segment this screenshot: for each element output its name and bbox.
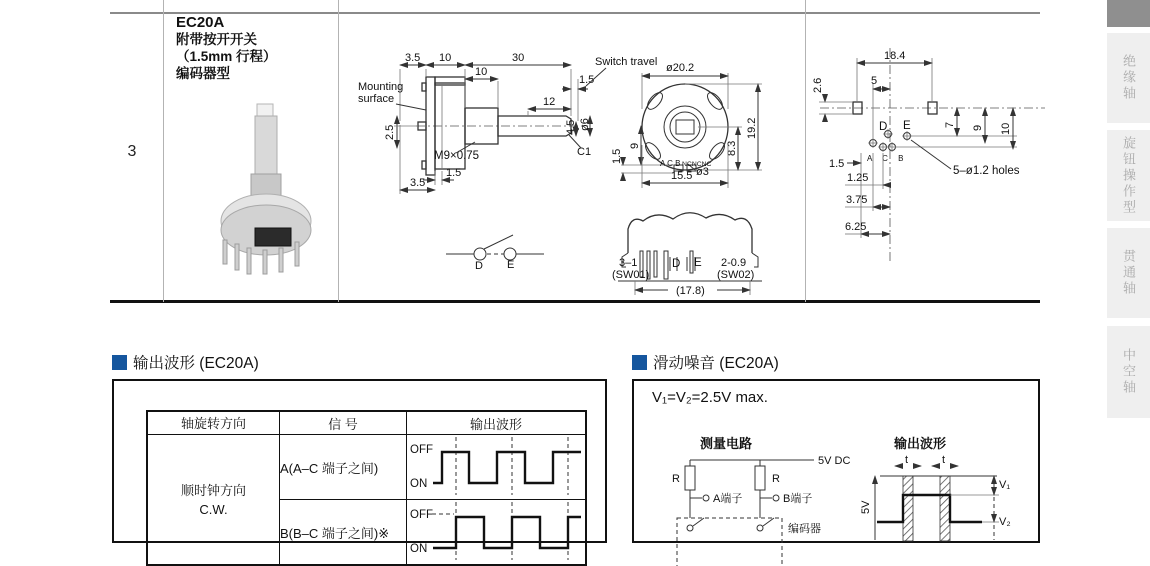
svg-text:ø3: ø3: [696, 166, 709, 178]
svg-text:R: R: [672, 473, 680, 485]
svg-text:E: E: [903, 120, 911, 132]
front-view: [611, 62, 762, 188]
svg-text:30: 30: [512, 52, 525, 64]
svg-text:ON: ON: [410, 543, 428, 555]
svg-text:D: D: [475, 260, 483, 272]
noise-waveform: [847, 436, 1037, 541]
bottom-view: [612, 213, 762, 297]
blue-square-icon: [112, 355, 127, 370]
product-photo: [205, 88, 325, 283]
pcb-layout-drawing: [805, 13, 1050, 289]
sidebar-tab-label: 贯通轴: [1121, 249, 1136, 297]
waveform-b-plot: [407, 500, 583, 561]
product-description: [176, 14, 277, 82]
svg-text:D: D: [672, 258, 681, 270]
direction-cw-en: C.W.: [199, 501, 228, 517]
svg-text:OFF: OFF: [410, 444, 433, 456]
svg-text:6.25: 6.25: [845, 221, 867, 233]
waveform-table: [146, 410, 587, 566]
svg-text:V₁: V₁: [999, 479, 1011, 491]
svg-text:10: 10: [475, 66, 488, 78]
svg-text:V₂: V₂: [999, 516, 1011, 528]
product-feature: 附带按开开关: [176, 32, 257, 47]
sliding-noise-box: [632, 379, 1040, 543]
svg-text:A C B: A C B: [867, 154, 908, 163]
table-row: [147, 435, 586, 500]
svg-text:18.4: 18.4: [884, 50, 906, 62]
svg-text:2.6: 2.6: [812, 77, 824, 93]
direction-cell: [147, 435, 280, 566]
svg-text:15.5: 15.5: [671, 170, 693, 182]
svg-text:(SW01): (SW01): [612, 269, 650, 281]
svg-text:ø6: ø6: [579, 118, 591, 131]
svg-text:输出波形: 输出波形: [894, 436, 947, 451]
svg-text:9: 9: [629, 142, 641, 149]
sidebar-tab-hollow-shaft[interactable]: [1107, 326, 1150, 418]
svg-text:1.5: 1.5: [829, 158, 845, 170]
svg-text:NCNCNC: NCNCNC: [682, 161, 712, 168]
svg-text:测量电路: 测量电路: [700, 436, 753, 451]
svg-text:OFF: OFF: [410, 509, 433, 521]
svg-text:(SW02): (SW02): [717, 269, 755, 281]
col-header-signal: 信 号: [280, 411, 407, 435]
svg-text:Mounting: Mounting: [358, 81, 404, 93]
sliding-noise-heading: [632, 351, 779, 373]
encoder-illustration: [221, 104, 311, 274]
svg-text:5: 5: [871, 75, 878, 87]
measurement-circuit: [652, 436, 852, 541]
svg-text:1.5: 1.5: [446, 167, 462, 179]
svg-text:surface: surface: [358, 93, 395, 105]
waveform-a-cell: [407, 435, 587, 500]
svg-text:编码器: 编码器: [788, 523, 821, 535]
svg-text:A端子: A端子: [713, 493, 743, 505]
svg-text:A C B: A C B: [660, 159, 681, 168]
section-title: 输出波形 (EC20A): [133, 355, 259, 372]
svg-text:2.5: 2.5: [384, 124, 396, 140]
svg-text:7: 7: [944, 121, 956, 128]
svg-text:E: E: [694, 257, 702, 269]
side-view: [358, 52, 657, 194]
svg-text:E: E: [507, 259, 515, 271]
svg-text:19.2: 19.2: [746, 117, 758, 139]
svg-text:t: t: [905, 454, 909, 466]
svg-text:10: 10: [1000, 122, 1012, 135]
svg-text:t: t: [942, 454, 946, 466]
svg-text:5–ø1.2 holes: 5–ø1.2 holes: [953, 165, 1020, 177]
svg-text:5V DC: 5V DC: [818, 455, 851, 467]
svg-text:4.5: 4.5: [565, 119, 577, 135]
svg-text:12: 12: [543, 96, 556, 108]
svg-text:9: 9: [972, 124, 984, 131]
product-type: 编码器型: [176, 66, 230, 81]
product-travel: （1.5mm 行程）: [176, 49, 277, 64]
signal-a-cell: A(A–C 端子之间): [280, 435, 407, 500]
svg-text:3–1: 3–1: [619, 257, 638, 269]
blue-square-icon: [632, 355, 647, 370]
svg-text:8.3: 8.3: [726, 140, 738, 156]
sidebar-tab-through-shaft[interactable]: [1107, 228, 1150, 318]
sidebar-tab-label: 中空轴: [1121, 348, 1136, 396]
signal-b-cell: B(B–C 端子之间)※: [280, 500, 407, 566]
col-divider: [163, 0, 164, 302]
svg-text:ø20.2: ø20.2: [666, 62, 695, 74]
svg-text:C1: C1: [577, 146, 592, 158]
svg-text:D: D: [879, 121, 888, 133]
sidebar-tab-label: 绝缘轴: [1121, 54, 1136, 102]
svg-text:(17.8): (17.8): [676, 285, 705, 297]
waveform-a-plot: [407, 435, 583, 496]
col-header-direction: 轴旋转方向: [147, 411, 280, 435]
sidebar-tab-label: 旋钮操作型: [1121, 135, 1136, 216]
svg-text:2-0.9: 2-0.9: [721, 257, 747, 269]
switch-symbol: [446, 235, 544, 272]
sidebar-tab-insulated-shaft[interactable]: [1107, 33, 1150, 123]
svg-text:M9×0.75: M9×0.75: [434, 150, 480, 162]
noise-condition: V₁=V₂=2.5V max.: [652, 389, 768, 406]
svg-text:1.5: 1.5: [611, 148, 623, 164]
direction-cw-cn: 顺时钟方向: [180, 482, 246, 498]
svg-text:10: 10: [439, 52, 452, 64]
svg-text:B端子: B端子: [783, 493, 813, 505]
svg-text:Switch travel: Switch travel: [595, 56, 658, 68]
output-waveform-heading: [112, 351, 259, 373]
svg-text:ON: ON: [410, 478, 428, 490]
dimension-drawing: [338, 13, 805, 302]
output-waveform-box: [112, 379, 607, 555]
svg-text:1.5: 1.5: [579, 74, 595, 86]
sidebar-header-block: [1107, 0, 1150, 27]
svg-text:1.25: 1.25: [847, 172, 869, 184]
col-header-waveform: 输出波形: [407, 411, 587, 435]
svg-text:R: R: [772, 473, 780, 485]
section-title: 滑动噪音 (EC20A): [653, 355, 779, 372]
product-model: EC20A: [176, 14, 225, 31]
svg-text:3.5: 3.5: [410, 177, 426, 189]
row-number: 3: [127, 143, 137, 160]
svg-text:3.5: 3.5: [405, 52, 421, 64]
sidebar-tab-knob-operation[interactable]: [1107, 130, 1150, 221]
waveform-b-cell: [407, 500, 587, 566]
svg-text:3.75: 3.75: [846, 194, 868, 206]
svg-text:5V: 5V: [860, 500, 872, 514]
